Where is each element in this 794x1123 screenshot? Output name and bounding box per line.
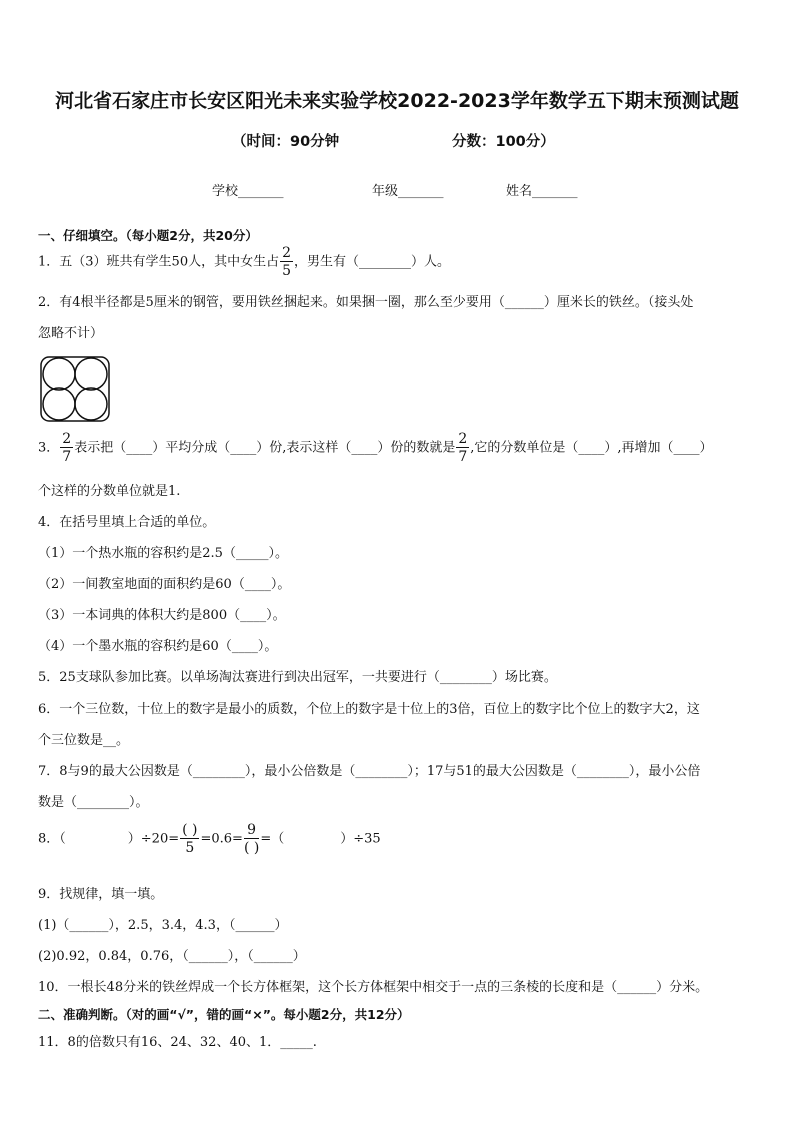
fraction-2-5 [280,246,293,278]
question-3 [38,432,713,464]
name-field[interactable]: 姓名_______ [506,184,578,199]
fraction-blank-over-5 [180,823,199,855]
question-3-number: 3． [38,440,60,456]
exam-score: 分数：100分） [452,134,555,150]
pipe-circle [75,358,107,390]
question-8-text-c: =0.6= [200,831,243,847]
question-9-item-1: (1)（______），2.5，3.4，4.3，（______） [38,918,288,933]
question-4-item-4: （4）一个墨水瓶的容积约是60（____）。 [38,639,278,654]
question-6-line-2: 个三位数是__。 [38,733,130,748]
fraction-2-7-second [456,432,469,464]
exam-title: 河北省石家庄市长安区阳光未来实验学校2022-2023学年数学五下期末预测试题 [55,90,739,112]
question-3-line-2: 个这样的分数单位就是1. [38,484,181,499]
pipe-circle [43,388,75,420]
question-3-text-mid: 表示把（____）平均分成（____）份,表示这样（____）份的数就是 [74,440,456,456]
fraction-denominator: 5 [185,840,195,856]
question-9-stem: 9．找规律，填一填。 [38,887,164,902]
question-4-stem: 4．在括号里填上合适的单位。 [38,515,216,530]
pipe-circle [75,388,107,420]
question-1-text-a: 1．五（3）班共有学生50人，其中女生占 [38,254,280,270]
section-1-heading: 一、仔细填空。（每小题2分，共20分） [38,228,258,243]
question-2-line-2: 忽略不计） [38,326,104,341]
fraction-denominator: 5 [282,263,292,279]
exam-time: （时间：90分钟 [232,134,340,150]
question-1 [38,246,450,278]
fraction-numerator: 9 [244,823,259,839]
question-8-text-d: =（ [260,831,285,847]
fraction-denominator: ( ) [243,840,260,856]
grade-field[interactable]: 年级_______ [372,184,444,199]
question-6-line-1: 6．一个三位数，十位上的数字是最小的质数，个位上的数字是十位上的3倍，百位上的数字比个位上的数字大2，这 [38,702,700,717]
four-pipes-figure [40,356,110,422]
question-4-item-1: （1）一个热水瓶的容积约是2.5（_____）。 [38,546,288,561]
question-9-item-2: (2)0.92，0.84，0.76，（______），（______） [38,949,306,964]
binding-wire-outline [41,357,109,421]
fraction-9-over-blank [244,823,259,855]
fraction-numerator: 2 [458,431,468,447]
fraction-numerator: 2 [282,245,292,261]
question-8-text-e: ）÷35 [340,831,381,847]
question-7-line-2: 数是（________）。 [38,795,149,810]
question-4-item-2: （2）一间教室地面的面积约是60（____）。 [38,577,291,592]
question-5: 5．25支球队参加比赛。以单场淘汰赛进行到决出冠军，一共要进行（________）场比赛。 [38,670,557,685]
school-field[interactable]: 学校_______ [212,184,284,199]
fraction-numerator: 2 [62,431,72,447]
fraction-denominator: 7 [62,449,72,465]
question-8-text-b: ）÷20= [127,831,180,847]
fraction-numerator: ( ) [182,822,198,838]
question-4-item-3: （3）一本词典的体积大约是800（____）。 [38,608,286,623]
question-8 [38,823,381,855]
question-10: 10．一根长48分米的铁丝焊成一个长方体框架，这个长方体框架中相交于一点的三条棱的长度和是（______）分米。 [38,980,709,995]
question-8-text-a: 8．（ [38,831,66,847]
pipe-circle [43,358,75,390]
fraction-denominator: 7 [458,449,468,465]
question-3-text-tail: ,它的分数单位是（____）,再增加（____） [470,440,713,456]
question-1-text-b: ，男生有（________）人。 [294,254,451,270]
question-7-line-1: 7．8与9的最大公因数是（________），最小公倍数是（________）；17与51的最大公因数是（________），最小公倍 [38,764,701,779]
question-2-line-1: 2．有4根半径都是5厘米的钢管，要用铁丝捆起来。如果捆一圈，那么至少要用（______）厘米长的铁丝。（接头处 [38,295,694,310]
section-2-heading: 二、准确判断。（对的画“√”，错的画“×”。每小题2分，共12分） [38,1007,410,1022]
question-11: 11．8的倍数只有16、24、32、40、1．_____. [38,1035,317,1050]
fraction-2-7 [60,432,73,464]
